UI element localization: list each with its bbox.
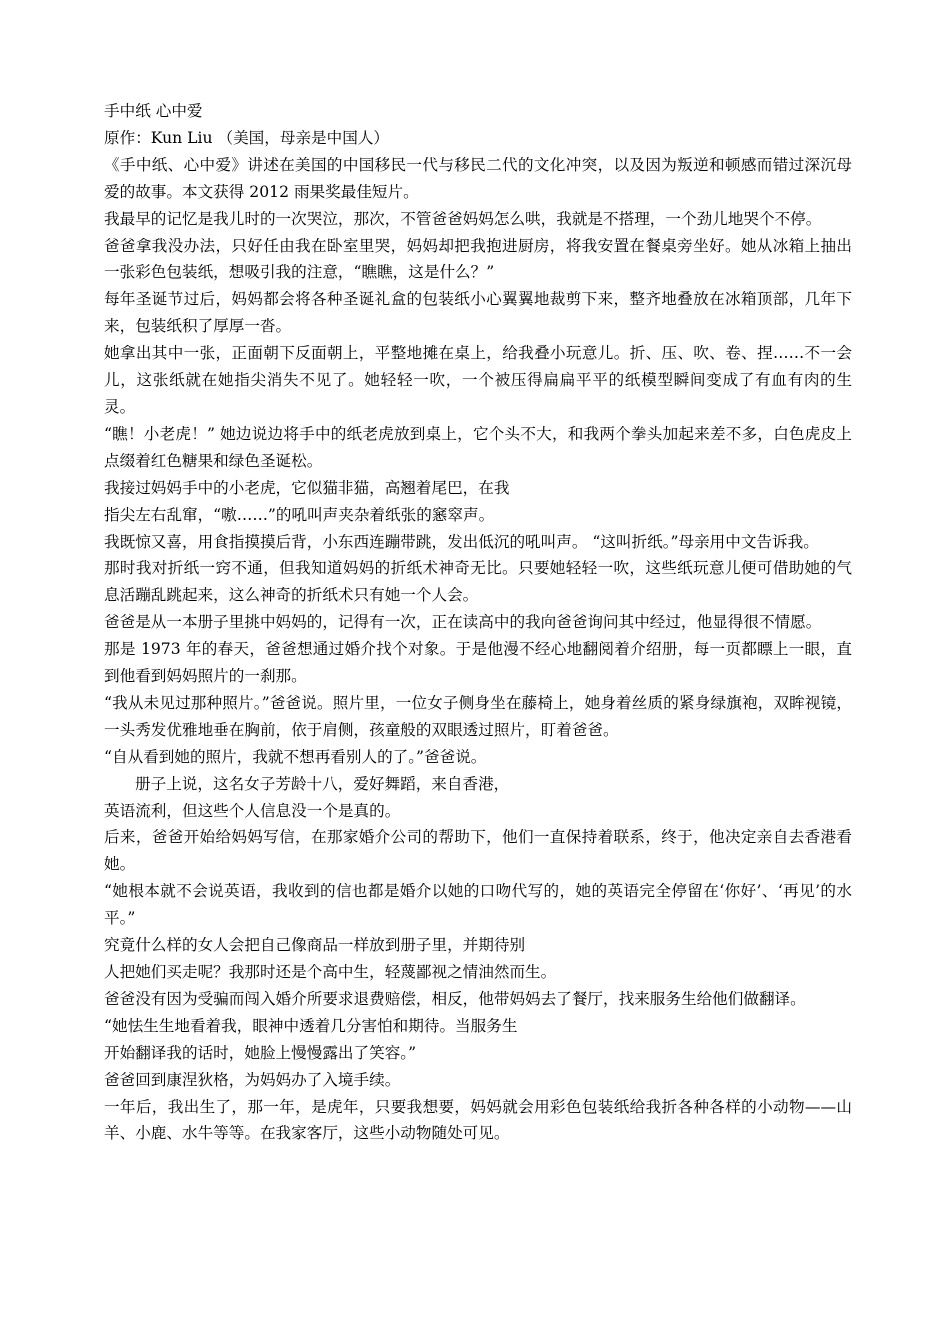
paragraph: 开始翻译我的话时，她脸上慢慢露出了笑容。”	[104, 1043, 417, 1062]
paragraph: 后来，爸爸开始给妈妈写信，在那家婚介公司的帮助下，他们一直保持着联系，终于，他决定亲自去香港看她。	[104, 828, 852, 874]
paragraph: 一年后，我出生了，那一年，是虎年，只要我想要，妈妈就会用彩色包装纸给我折各种各样的小动物——山羊、小鹿、水牛等等。在我家客厅，这些小动物随处可见。	[104, 1097, 852, 1143]
paragraph: “她怯生生地看着我，眼神中透着几分害怕和期待。当服务生	[104, 1016, 518, 1035]
paragraph: 人把她们买走呢？我那时还是个高中生，轻蔑鄙视之情油然而生。	[104, 963, 557, 981]
paragraph: 究竟什么样的女人会把自己像商品一样放到册子里，并期待别	[104, 936, 526, 955]
paragraph: 我既惊又喜，用食指摸摸后背，小东西连蹦带跳，发出低沉的吼叫声。 “这叫折纸。”母亲用中文告诉我。	[104, 532, 819, 551]
paragraph: 那时我对折纸一窍不通，但我知道妈妈的折纸术神奇无比。只要她轻轻一吹，这些纸玩意儿便可借助她的气息活蹦乱跳起来，这么神奇的折纸术只有她一个人会。	[104, 559, 852, 605]
paragraph: 每年圣诞节过后，妈妈都会将各种圣诞礼盒的包装纸小心翼翼地裁剪下来，整齐地叠放在冰箱顶部，几年下来，包装纸积了厚厚一沓。	[104, 290, 852, 336]
paragraph: 英语流利，但这些个人信息没一个是真的。	[104, 801, 401, 820]
paragraph: 爸爸回到康涅狄格，为妈妈办了入境手续。	[104, 1070, 401, 1089]
paragraph: “她根本就不会说英语，我收到的信也都是婚介以她的口吻代写的，她的英语完全停留在‘你好’、‘再见’的水平。”	[104, 882, 852, 928]
paragraph: 那是 1973 年的春天，爸爸想通过婚介找个对象。于是他漫不经心地翻阅着介绍册，每一页都瞟上一眼，直到他看到妈妈照片的一刹那。	[104, 640, 852, 686]
paragraph: 爸爸没有因为受骗而闯入婚介所要求退费赔偿，相反，他带妈妈去了餐厅，找来服务生给他们做翻译。	[104, 989, 806, 1008]
paragraph: “瞧！小老虎！” 她边说边将手中的纸老虎放到桌上，它个头不大，和我两个拳头加起来差不多，白色虎皮上点缀着红色糖果和绿色圣诞松。	[104, 424, 852, 470]
paragraph: 指尖左右乱窜，“嗷……”的吼叫声夹杂着纸张的窸窣声。	[104, 505, 495, 524]
paragraph: “自从看到她的照片，我就不想再看别人的了。”爸爸说。	[104, 747, 487, 766]
document-title: 手中纸 心中爱	[104, 102, 203, 120]
paragraph: 爸爸是从一本册子里挑中妈妈的，记得有一次，正在读高中的我向爸爸询问其中经过，他显得很不情愿。	[104, 613, 822, 632]
paragraph: 她拿出其中一张，正面朝下反面朝上，平整地摊在桌上，给我叠小玩意儿。折、压、吹、卷、捏……不一会儿，这张纸就在她指尖消失不见了。她轻轻一吹，一个被压得扁扁平平的纸模型瞬间变成了有血有肉的生灵。	[104, 344, 852, 416]
author-line: 原作：Kun Liu （美国，母亲是中国人）	[104, 128, 390, 147]
paragraph: 我最早的记忆是我儿时的一次哭泣，那次，不管爸爸妈妈怎么哄，我就是不搭理，一个劲儿地哭个不停。	[104, 209, 822, 228]
paragraph: 爸爸拿我没办法，只好任由我在卧室里哭，妈妈却把我抱进厨房，将我安置在餐桌旁坐好。她从冰箱上抽出一张彩色包装纸，想吸引我的注意，“瞧瞧，这是什么？”	[104, 236, 852, 282]
paragraph: “我从未见过那种照片。”爸爸说。照片里，一位女子侧身坐在藤椅上，她身着丝质的紧身绿旗袍，双眸视镜，一头秀发优雅地垂在胸前，依于肩侧，孩童般的双眼透过照片，盯着爸爸。	[104, 693, 852, 739]
paragraph: 我接过妈妈手中的小老虎，它似猫非猫，高翘着尾巴，在我	[104, 478, 510, 497]
paragraph: 册子上说，这名女子芳龄十八，爱好舞蹈，来自香港，	[135, 774, 510, 793]
paragraph: 《手中纸、心中爱》讲述在美国的中国移民一代与移民二代的文化冲突，以及因为叛逆和顿感而错过深沉母爱的故事。本文获得 2012 雨果奖最佳短片。	[104, 155, 852, 201]
document-body	[104, 98, 852, 1147]
